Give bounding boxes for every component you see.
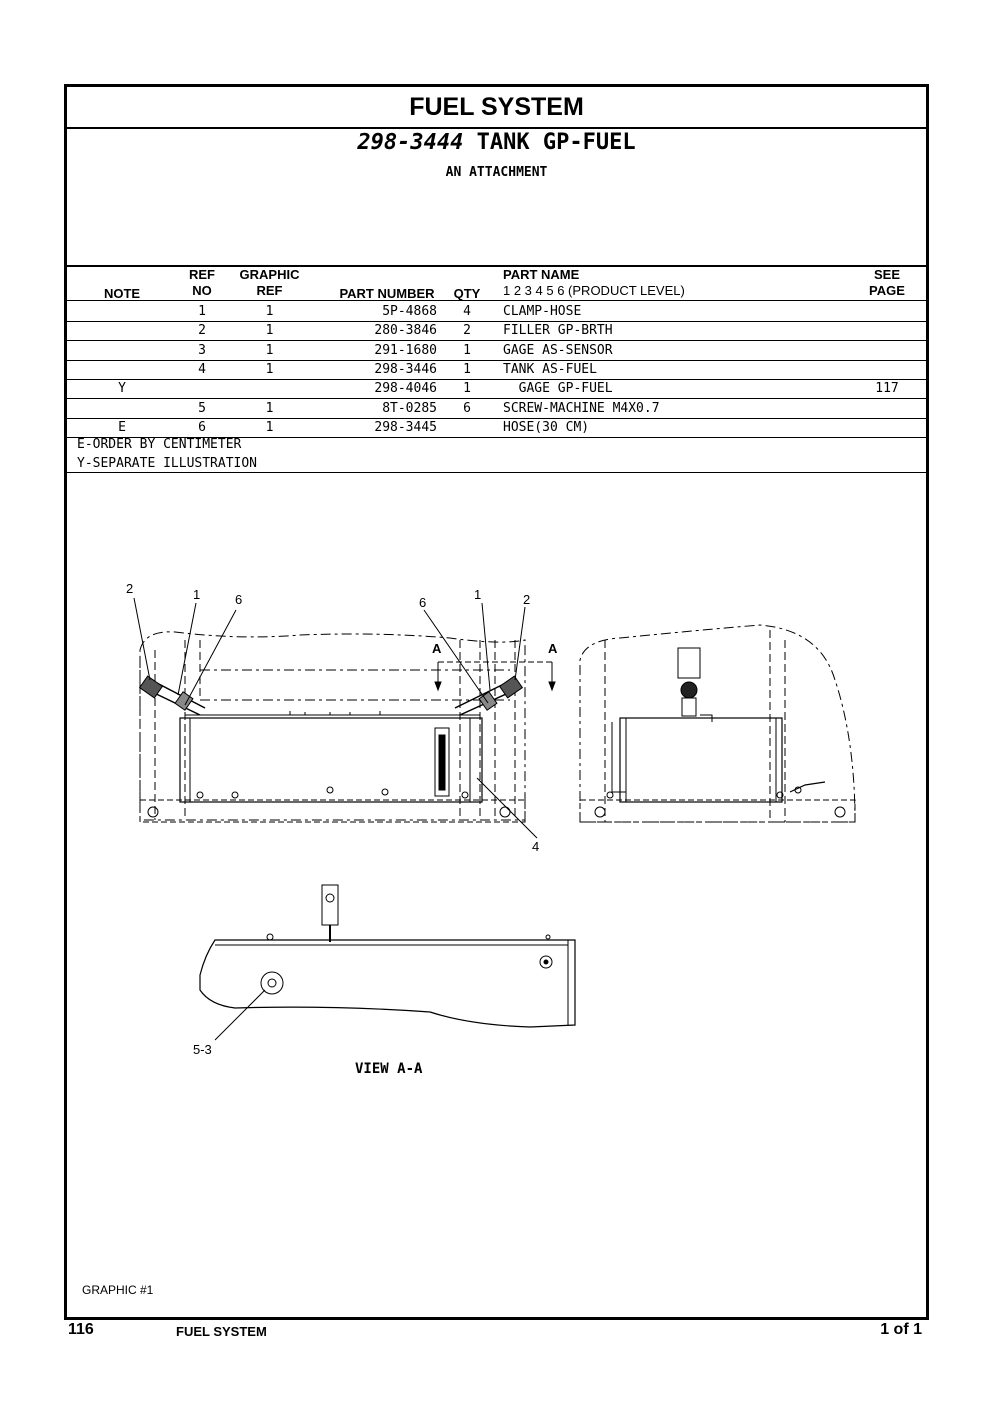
callout-6-left: 6 (235, 592, 243, 607)
cell-part: 280-3846 (374, 323, 437, 339)
note-line: E-ORDER BY CENTIMETER (77, 437, 242, 452)
cell-ref: 6 (198, 419, 206, 435)
table-row (67, 360, 926, 380)
callout-1-right: 1 (474, 587, 482, 602)
cell-qty: 1 (463, 361, 471, 377)
page-title: FUEL SYSTEM (67, 87, 926, 129)
callout-5-3: 5-3 (193, 1042, 212, 1057)
note-line: Y-SEPARATE ILLUSTRATION (77, 456, 258, 471)
callout-2-right: 2 (523, 592, 531, 607)
cell-part: 5P-4868 (382, 304, 437, 319)
cell-name: GAGE GP-FUEL (503, 381, 613, 397)
cell-ref: 3 (198, 342, 206, 358)
footer-section: FUEL SYSTEM (176, 1324, 267, 1339)
view-label: VIEW A-A (355, 1061, 423, 1077)
cell-qty: 4 (463, 304, 471, 319)
section-marker-a-right: A (548, 641, 558, 656)
header-see-line1: SEE (873, 267, 900, 282)
cell-part: 298-4046 (374, 381, 437, 397)
cell-ref: 4 (198, 361, 206, 377)
cell-qty: 2 (463, 323, 471, 339)
cell-qty: 1 (463, 342, 471, 358)
header-see-line2: PAGE (869, 283, 905, 298)
callout-6-right: 6 (419, 595, 427, 610)
callout-4: 4 (532, 839, 540, 854)
header-part-number: PART NUMBER (339, 286, 435, 301)
cell-ref: 2 (198, 323, 206, 339)
header-qty: QTY (453, 286, 481, 301)
header-graphic-line1: GRAPHIC (239, 267, 300, 282)
callout-1-left: 1 (193, 587, 201, 602)
cell-name: HOSE(30 CM) (503, 419, 590, 435)
cell-see: 117 (875, 381, 899, 397)
cell-graphic: 1 (265, 323, 274, 339)
table-row (67, 341, 926, 361)
cell-name: GAGE AS-SENSOR (503, 342, 613, 358)
attachment-label: AN ATTACHMENT (445, 165, 548, 180)
table-row (67, 379, 926, 399)
cell-part: 298-3446 (374, 361, 437, 377)
notes-bottom-rule (67, 472, 926, 473)
cell-name: CLAMP-HOSE (503, 304, 582, 319)
cell-part: 298-3445 (374, 419, 437, 435)
cell-note: E (118, 419, 126, 435)
footer-page-count: 1 of 1 (880, 1321, 922, 1338)
header-part-name-line1: PART NAME (503, 267, 580, 282)
cell-qty: 1 (463, 381, 471, 397)
footer-page-number: 116 (68, 1321, 94, 1338)
header-ref-line1: REF (189, 267, 215, 282)
cell-name: TANK AS-FUEL (503, 361, 597, 377)
callout-2-left: 2 (126, 581, 134, 596)
cell-name: SCREW-MACHINE M4X0.7 (503, 400, 660, 416)
cell-qty: 6 (463, 400, 471, 416)
table-row (67, 302, 926, 322)
cell-graphic: 1 (265, 361, 274, 377)
cell-graphic: 1 (265, 342, 274, 358)
table-row (67, 399, 926, 419)
cell-part: 8T-0285 (382, 400, 437, 416)
header-note: NOTE (103, 286, 141, 301)
header-ref-line2: NO (192, 283, 212, 298)
graphic-label: GRAPHIC #1 (82, 1283, 154, 1297)
table-row (67, 321, 926, 341)
header-graphic-line2: REF (256, 283, 283, 298)
group-number: 298-3444 (357, 130, 464, 155)
cell-ref: 1 (198, 304, 206, 319)
header-graphic-ref (232, 267, 307, 299)
header-product-level: 1 2 3 4 5 6 (PRODUCT LEVEL) (503, 283, 685, 298)
cell-graphic: 1 (265, 304, 274, 319)
header-part-name (503, 267, 803, 299)
header-see-page (862, 267, 912, 299)
header-ref (182, 267, 222, 299)
cell-graphic: 1 (265, 419, 274, 435)
group-name: TANK GP-FUEL (476, 130, 636, 155)
cell-note: Y (118, 381, 126, 397)
cell-graphic: 1 (265, 400, 274, 416)
notes-block (77, 435, 257, 473)
cell-ref: 5 (198, 400, 206, 416)
header-bottom-rule (67, 300, 926, 301)
page-frame (64, 84, 929, 1320)
cell-name: FILLER GP-BRTH (503, 323, 613, 339)
cell-part: 291-1680 (374, 342, 437, 358)
section-marker-a-left: A (432, 641, 442, 656)
group-title (67, 130, 926, 155)
